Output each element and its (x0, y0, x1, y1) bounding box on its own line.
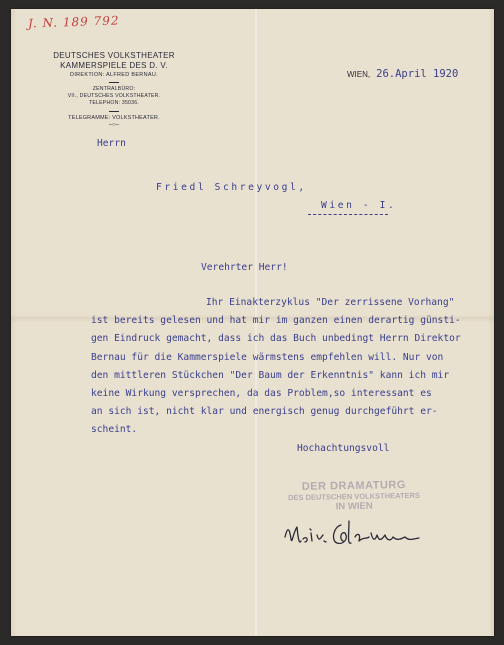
body-line: scheint. (91, 424, 138, 436)
handwritten-signature (279, 511, 429, 561)
recipient-herrn: Herrn (97, 138, 126, 149)
body-line: an sich ist, nicht klar und energisch genug durchgeführt er- (91, 406, 438, 418)
date-line (347, 68, 458, 80)
stamp-line3: IN WIEN (335, 500, 373, 513)
letter-sheet (11, 9, 494, 636)
recipient-name: Friedl Schreyvogl, (156, 182, 307, 193)
letterhead-telephon: TELEPHON: 35036. (89, 100, 139, 106)
city-underline (308, 214, 388, 215)
ornament-icon: –○– (108, 122, 120, 128)
letterhead-zentral: ZENTRALBÜRO: (92, 86, 136, 92)
letterhead-address: VII., DEUTSCHES VOLKSTHEATER. (67, 93, 161, 99)
body-line: Bernau für die Kammerspiele wärmstens empfehlen will. Nur von (91, 351, 444, 363)
letter-body (91, 294, 504, 440)
letterhead-line1: DEUTSCHES VOLKSTHEATER (53, 51, 175, 60)
recipient-city: Wien - I. (321, 200, 397, 211)
body-line: ist bereits gelesen und hat mir im ganzen einen derartig günsti- (91, 315, 461, 327)
letterhead-direktion: DIREKTION: ALFRED BERNAU. (70, 72, 158, 78)
dramaturg-stamp (279, 479, 430, 514)
letterhead-line2: KAMMERSPIELE DES D. V. (60, 61, 168, 70)
letterhead-telegramme: TELEGRAMME: VOLKSTHEATER. (68, 115, 160, 121)
date-city: WIEN, (347, 70, 371, 79)
letterhead (49, 51, 179, 128)
closing: Hochachtungsvoll (297, 443, 390, 454)
body-line: Ihr Einakterzyklus "Der zerrissene Vorhang" (206, 297, 455, 308)
body-line: den mittleren Stückchen "Der Baum der Erkenntnis" kann ich mir (91, 369, 450, 381)
stamp-line2: DES DEUTSCHEN VOLKSTHEATERS (287, 490, 421, 503)
letterhead-divider-2 (109, 111, 119, 112)
greeting: Verehrter Herr! (201, 262, 288, 273)
letterhead-divider (109, 82, 119, 83)
body-line: keine Wirkung versprechen, da das Problem,so interessant es (91, 388, 432, 400)
date-value: 26.April 1920 (376, 68, 459, 80)
body-line: gen Eindruck gemacht, dass ich das Buch unbedingt Herrn Direktor (91, 333, 461, 345)
archive-number: J. N. 189 792 (27, 13, 120, 31)
stamp-line1: DER DRAMATURG (301, 479, 406, 493)
